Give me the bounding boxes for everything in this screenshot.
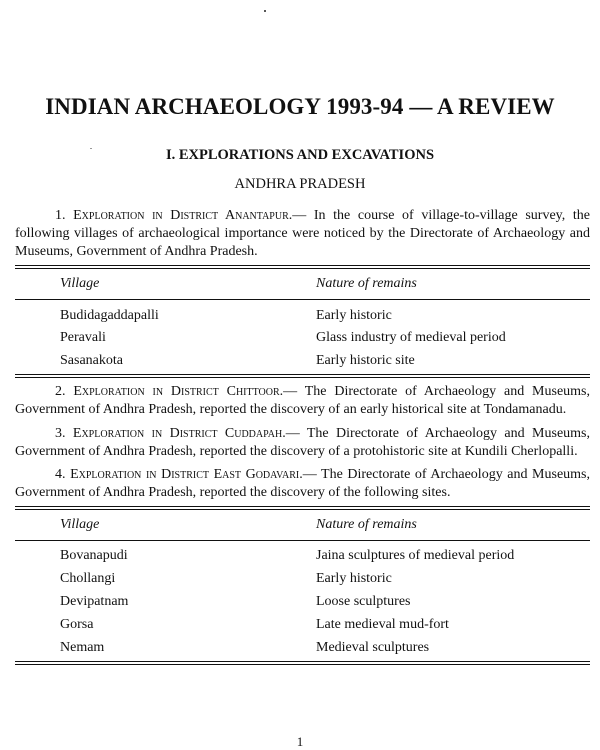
table-bottom-rule: [15, 374, 590, 378]
table-bottom-rule: [15, 661, 590, 665]
table-top-rule: [15, 506, 590, 510]
paragraph-chittoor: [15, 383, 590, 419]
table-cell-village: Peravali: [60, 330, 106, 345]
table-cell-remains: Early historic: [316, 308, 392, 323]
table-top-rule: [15, 265, 590, 269]
table-cell-village: Bovanapudi: [60, 548, 128, 563]
table-header-village: Village: [60, 276, 100, 291]
paragraph-heading: 3. Exploration in District Cuddapah.—: [55, 426, 300, 441]
table-cell-remains: Glass industry of medieval period: [316, 330, 506, 345]
table-cell-remains: Medieval sculptures: [316, 640, 430, 655]
table-cell-village: Gorsa: [60, 617, 94, 632]
table-cell-remains: Early historic site: [316, 353, 415, 368]
table-header-remains: Nature of remains: [316, 517, 417, 532]
table-cell-remains: Early historic: [316, 571, 392, 586]
table-cell-remains: Jaina sculptures of medieval period: [316, 548, 515, 563]
paragraph-body: The Directorate of Archaeology and Museums, Government of Andhra Pradesh, reported the discovery of a protohistoric site at Kundili Cherlopalli.: [15, 426, 590, 459]
paragraph-body: The Directorate of Archaeology and Museums, Government of Andhra Pradesh, reported the discovery of an early historical site at Tondamanadu.: [15, 384, 590, 417]
paragraph-cuddapah: [15, 425, 590, 461]
paragraph-east-godavari: [15, 466, 590, 502]
paragraph-body: In the course of village-to-village survey, the following villages of archaeological importance were noticed by the Directorate of Archaeology and Museums, Government of Andhra Pradesh.: [15, 208, 590, 259]
table-cell-remains: Loose sculptures: [316, 594, 411, 609]
paragraph-body: The Directorate of Archaeology and Museums, Government of Andhra Pradesh, reported the discovery of the following sites.: [15, 467, 591, 500]
paragraph-heading: 1. Exploration in District Anantapur.—: [55, 208, 307, 223]
table-cell-village: Sasanakota: [60, 353, 123, 368]
table-header-rule: [15, 299, 590, 300]
table-cell-village: Nemam: [60, 640, 105, 655]
paragraph-anantapur: [15, 207, 590, 261]
document-title: INDIAN ARCHAEOLOGY 1993-94 — A REVIEW: [45, 94, 555, 119]
paragraph-heading: 2. Exploration in District Chittoor.—: [55, 384, 298, 399]
paragraph-heading: 4. Exploration in District East Godavari.—: [55, 467, 317, 482]
table-cell-village: Budidagaddapalli: [60, 308, 159, 323]
print-speck: [264, 10, 266, 12]
table-header-remains: Nature of remains: [316, 276, 417, 291]
table-cell-village: Chollangi: [60, 571, 116, 586]
section-heading: I. EXPLORATIONS AND EXCAVATIONS: [165, 147, 435, 163]
table-header-village: Village: [60, 517, 100, 532]
table-header-rule: [15, 540, 590, 541]
table-cell-remains: Late medieval mud-fort: [316, 617, 449, 632]
state-heading: ANDHRA PRADESH: [234, 176, 366, 192]
page-number: 1: [296, 734, 304, 749]
table-cell-village: Devipatnam: [60, 594, 129, 609]
